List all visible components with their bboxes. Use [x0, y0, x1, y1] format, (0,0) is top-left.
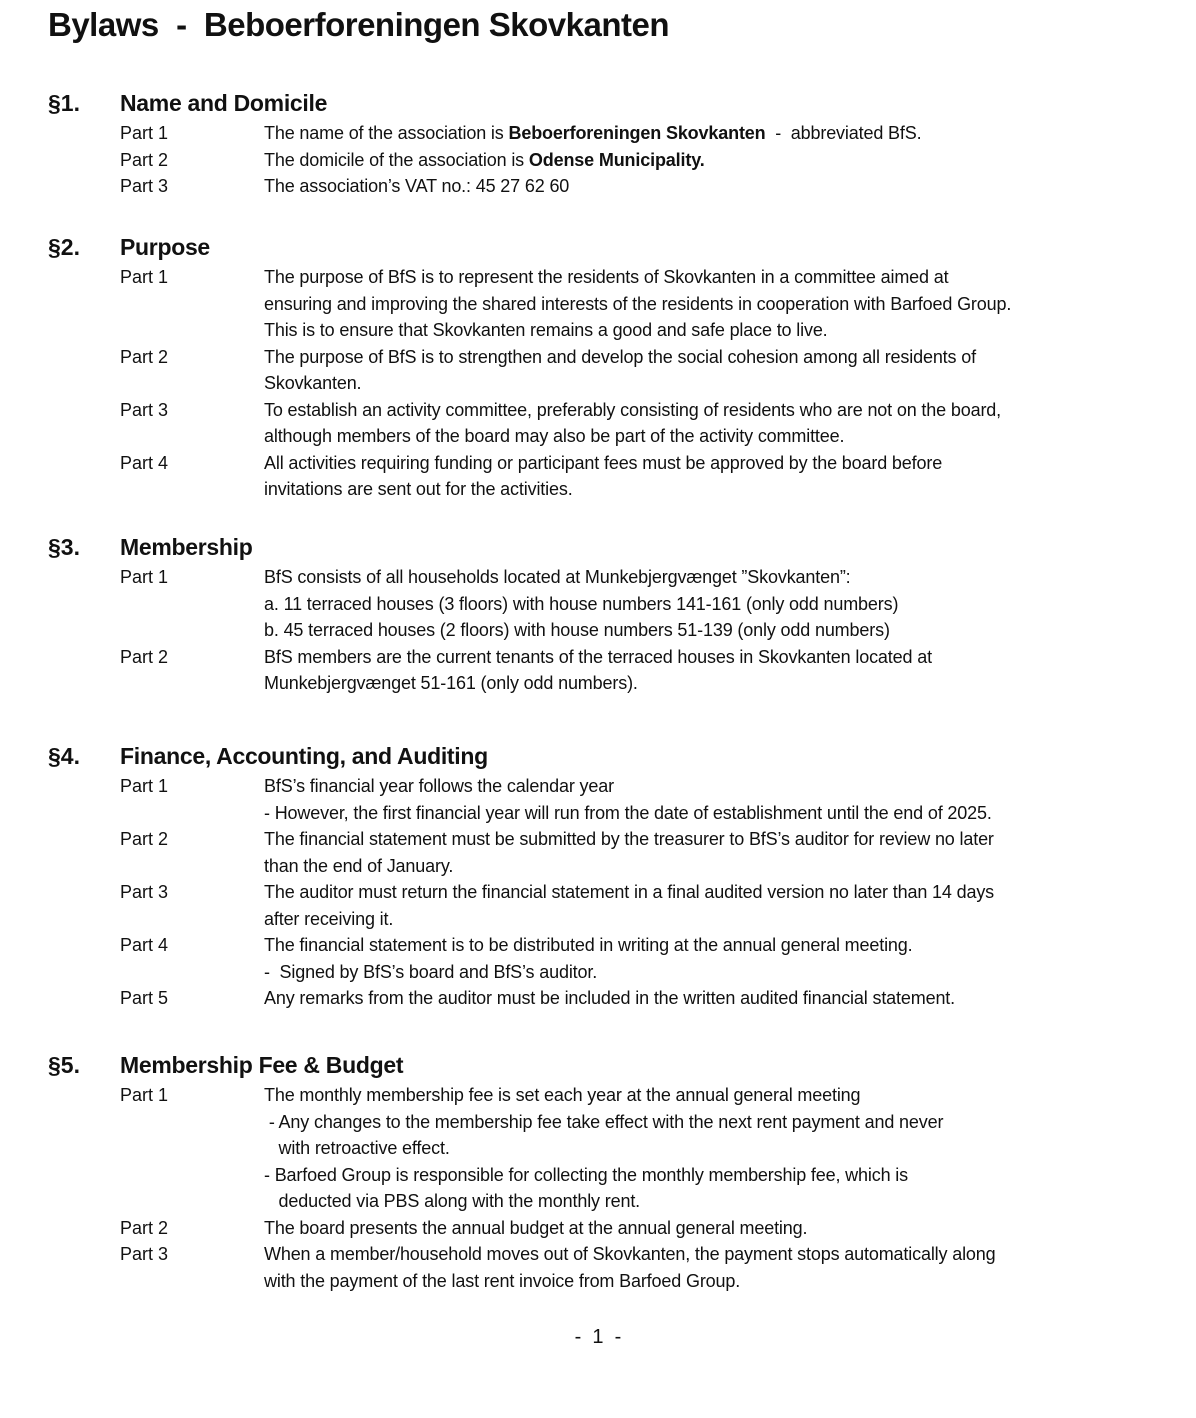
- part-text: [264, 773, 1168, 826]
- text-run: When a member/household moves out of Skovkanten, the payment stops automatically along: [264, 1244, 996, 1264]
- page-number: - 1 -: [574, 1326, 622, 1348]
- part-text-line: [264, 291, 1168, 318]
- part-text-line: [264, 1188, 1168, 1215]
- text-run: deducted via PBS along with the monthly rent.: [264, 1191, 641, 1211]
- part-label: Part 1: [120, 267, 169, 287]
- section-heading: [48, 234, 1168, 264]
- text-run: - Barfoed Group is responsible for collecting the monthly membership fee, which is: [264, 1164, 909, 1185]
- part-text-line: [264, 1135, 1168, 1162]
- part-label: Part 3: [120, 176, 169, 196]
- section-title: Membership: [120, 534, 253, 560]
- part-label: Part 5: [120, 988, 169, 1008]
- bylaw-part: [48, 1241, 1168, 1294]
- text-run: with the payment of the last rent invoice from Barfoed Group.: [264, 1270, 741, 1291]
- part-text-line: [264, 879, 1168, 906]
- part-text: [264, 932, 1168, 985]
- part-label: Part 3: [120, 1244, 169, 1264]
- part-text: [264, 1215, 1168, 1242]
- text-run: - abbreviated BfS.: [765, 123, 922, 143]
- text-run: - Any changes to the membership fee take effect with the next rent payment and never: [264, 1111, 944, 1132]
- section-number: §4.: [48, 743, 80, 769]
- part-text-line: [264, 644, 1168, 671]
- part-text: [264, 344, 1168, 397]
- part-text: [264, 879, 1168, 932]
- part-text-line: [264, 1162, 1168, 1189]
- section-heading: [48, 534, 1168, 564]
- section-title: Name and Domicile: [120, 90, 328, 116]
- text-run: The name of the association is: [264, 123, 509, 143]
- part-text-line: [264, 591, 1168, 618]
- document-title: Bylaws - Beboerforeningen Skovkanten: [48, 6, 669, 43]
- part-text-line: [264, 1109, 1168, 1136]
- part-label: Part 1: [120, 1085, 169, 1105]
- emphasized-text: Odense Municipality.: [528, 149, 705, 170]
- text-run: b. 45 terraced houses (2 floors) with house numbers 51-139 (only odd numbers): [264, 620, 890, 640]
- bylaw-part: [48, 1082, 1168, 1215]
- part-text-line: [264, 173, 1168, 200]
- part-text-line: [264, 564, 1168, 591]
- text-run: than the end of January.: [264, 855, 454, 876]
- text-run: with retroactive effect.: [264, 1138, 450, 1158]
- section-3: [48, 534, 1168, 697]
- part-text: [264, 397, 1168, 450]
- text-run: invitations are sent out for the activities.: [264, 479, 573, 499]
- section-1: [48, 90, 1168, 200]
- bylaw-part: [48, 173, 1168, 200]
- bylaw-part: [48, 773, 1168, 826]
- part-text-line: [264, 264, 1168, 291]
- bylaw-part: [48, 120, 1168, 147]
- part-text: [264, 264, 1168, 344]
- part-text-line: [264, 1215, 1168, 1242]
- bylaw-part: [48, 932, 1168, 985]
- text-run: Skovkanten.: [264, 373, 362, 393]
- part-text: [264, 120, 1168, 147]
- bylaw-part: [48, 826, 1168, 879]
- part-text: [264, 826, 1168, 879]
- text-run: - Signed by BfS’s board and BfS’s auditor.: [264, 961, 598, 982]
- text-run: ensuring and improving the shared interests of the residents in cooperation with Barfoed Group.: [264, 293, 1012, 314]
- section-2: [48, 234, 1168, 503]
- text-run: BfS members are the current tenants of the terraced houses in Skovkanten located at: [264, 646, 932, 667]
- section-number: §3.: [48, 534, 80, 560]
- part-text: [264, 644, 1168, 697]
- text-run: This is to ensure that Skovkanten remains a good and safe place to live.: [264, 320, 828, 340]
- section-4: [48, 743, 1168, 1012]
- part-text: [264, 985, 1168, 1012]
- text-run: The monthly membership fee is set each year at the annual general meeting: [264, 1085, 861, 1105]
- text-run: The purpose of BfS is to strengthen and develop the social cohesion among all residents of: [264, 346, 976, 367]
- text-run: although members of the board may also be part of the activity committee.: [264, 426, 845, 446]
- part-text-line: [264, 450, 1168, 477]
- part-text-line: [264, 853, 1168, 880]
- part-text-line: [264, 906, 1168, 933]
- text-run: BfS consists of all households located at Munkebjergvænget ”Skovkanten”:: [264, 567, 851, 587]
- part-text-line: [264, 1082, 1168, 1109]
- part-text: [264, 1241, 1168, 1294]
- part-label: Part 4: [120, 935, 169, 955]
- part-text-line: [264, 476, 1168, 503]
- bylaw-part: [48, 147, 1168, 174]
- part-text-line: [264, 1268, 1168, 1295]
- text-run: Munkebjergvænget 51-161 (only odd numbers).: [264, 673, 638, 693]
- bylaw-part: [48, 985, 1168, 1012]
- section-heading: [48, 90, 1168, 120]
- part-label: Part 3: [120, 399, 169, 420]
- part-text: [264, 564, 1168, 644]
- part-text-line: [264, 826, 1168, 853]
- part-text-line: [264, 959, 1168, 986]
- section-title: Membership Fee & Budget: [120, 1052, 404, 1078]
- part-label: Part 1: [120, 123, 169, 143]
- part-text-line: [264, 423, 1168, 450]
- part-label: Part 2: [120, 346, 169, 367]
- section-5: [48, 1052, 1168, 1294]
- part-label: Part 3: [120, 882, 169, 902]
- bylaw-part: [48, 397, 1168, 450]
- part-text-line: [264, 773, 1168, 800]
- section-number: §5.: [48, 1052, 80, 1078]
- part-text: [264, 173, 1168, 200]
- bylaw-part: [48, 879, 1168, 932]
- text-run: The auditor must return the financial statement in a final audited version no later than 14 days: [264, 882, 995, 902]
- text-run: The domicile of the association is: [264, 149, 529, 170]
- text-run: The financial statement must be submitted by the treasurer to BfS’s auditor for review no later: [264, 829, 994, 849]
- section-title: Finance, Accounting, and Auditing: [120, 743, 488, 769]
- text-run: Any remarks from the auditor must be included in the written audited financial statement.: [264, 988, 956, 1008]
- part-text-line: [264, 800, 1168, 827]
- part-text-line: [264, 1241, 1168, 1268]
- part-text: [264, 147, 1168, 174]
- bylaw-part: [48, 644, 1168, 697]
- section-number: §1.: [48, 90, 80, 116]
- bylaw-part: [48, 264, 1168, 344]
- section-heading: [48, 743, 1168, 773]
- part-label: Part 1: [120, 567, 169, 587]
- bylaw-part: [48, 450, 1168, 503]
- part-text-line: [264, 147, 1168, 174]
- text-run: All activities requiring funding or participant fees must be approved by the board before: [264, 452, 943, 473]
- part-label: Part 2: [120, 646, 169, 667]
- part-text-line: [264, 670, 1168, 697]
- text-run: To establish an activity committee, preferably consisting of residents who are not on the board,: [264, 399, 1001, 420]
- text-run: The purpose of BfS is to represent the residents of Skovkanten in a committee aimed at: [264, 267, 949, 287]
- part-text-line: [264, 985, 1168, 1012]
- part-label: Part 1: [120, 776, 169, 796]
- part-label: Part 4: [120, 452, 169, 473]
- part-text-line: [264, 317, 1168, 344]
- part-text-line: [264, 120, 1168, 147]
- bylaw-part: [48, 1215, 1168, 1242]
- section-number: §2.: [48, 234, 80, 260]
- bylaw-part: [48, 344, 1168, 397]
- part-text-line: [264, 617, 1168, 644]
- part-text-line: [264, 370, 1168, 397]
- part-text: [264, 1082, 1168, 1215]
- part-text-line: [264, 397, 1168, 424]
- text-run: after receiving it.: [264, 908, 394, 929]
- part-label: Part 2: [120, 1217, 169, 1238]
- part-text: [264, 450, 1168, 503]
- text-run: a. 11 terraced houses (3 floors) with house numbers 141-161 (only odd numbers): [264, 593, 899, 614]
- part-text-line: [264, 344, 1168, 371]
- part-label: Part 2: [120, 149, 169, 170]
- section-title: Purpose: [120, 234, 210, 260]
- text-run: The board presents the annual budget at the annual general meeting.: [264, 1217, 808, 1238]
- text-run: - However, the first financial year will run from the date of establishment until the end of 2025.: [264, 802, 992, 823]
- section-heading: [48, 1052, 1168, 1082]
- text-run: The financial statement is to be distributed in writing at the annual general meeting.: [264, 935, 913, 955]
- text-run: The association’s VAT no.: 45 27 62 60: [264, 176, 570, 196]
- part-text-line: [264, 932, 1168, 959]
- bylaw-part: [48, 564, 1168, 644]
- part-label: Part 2: [120, 829, 169, 849]
- emphasized-text: Beboerforeningen Skovkanten: [508, 123, 766, 143]
- text-run: BfS’s financial year follows the calendar year: [264, 776, 614, 796]
